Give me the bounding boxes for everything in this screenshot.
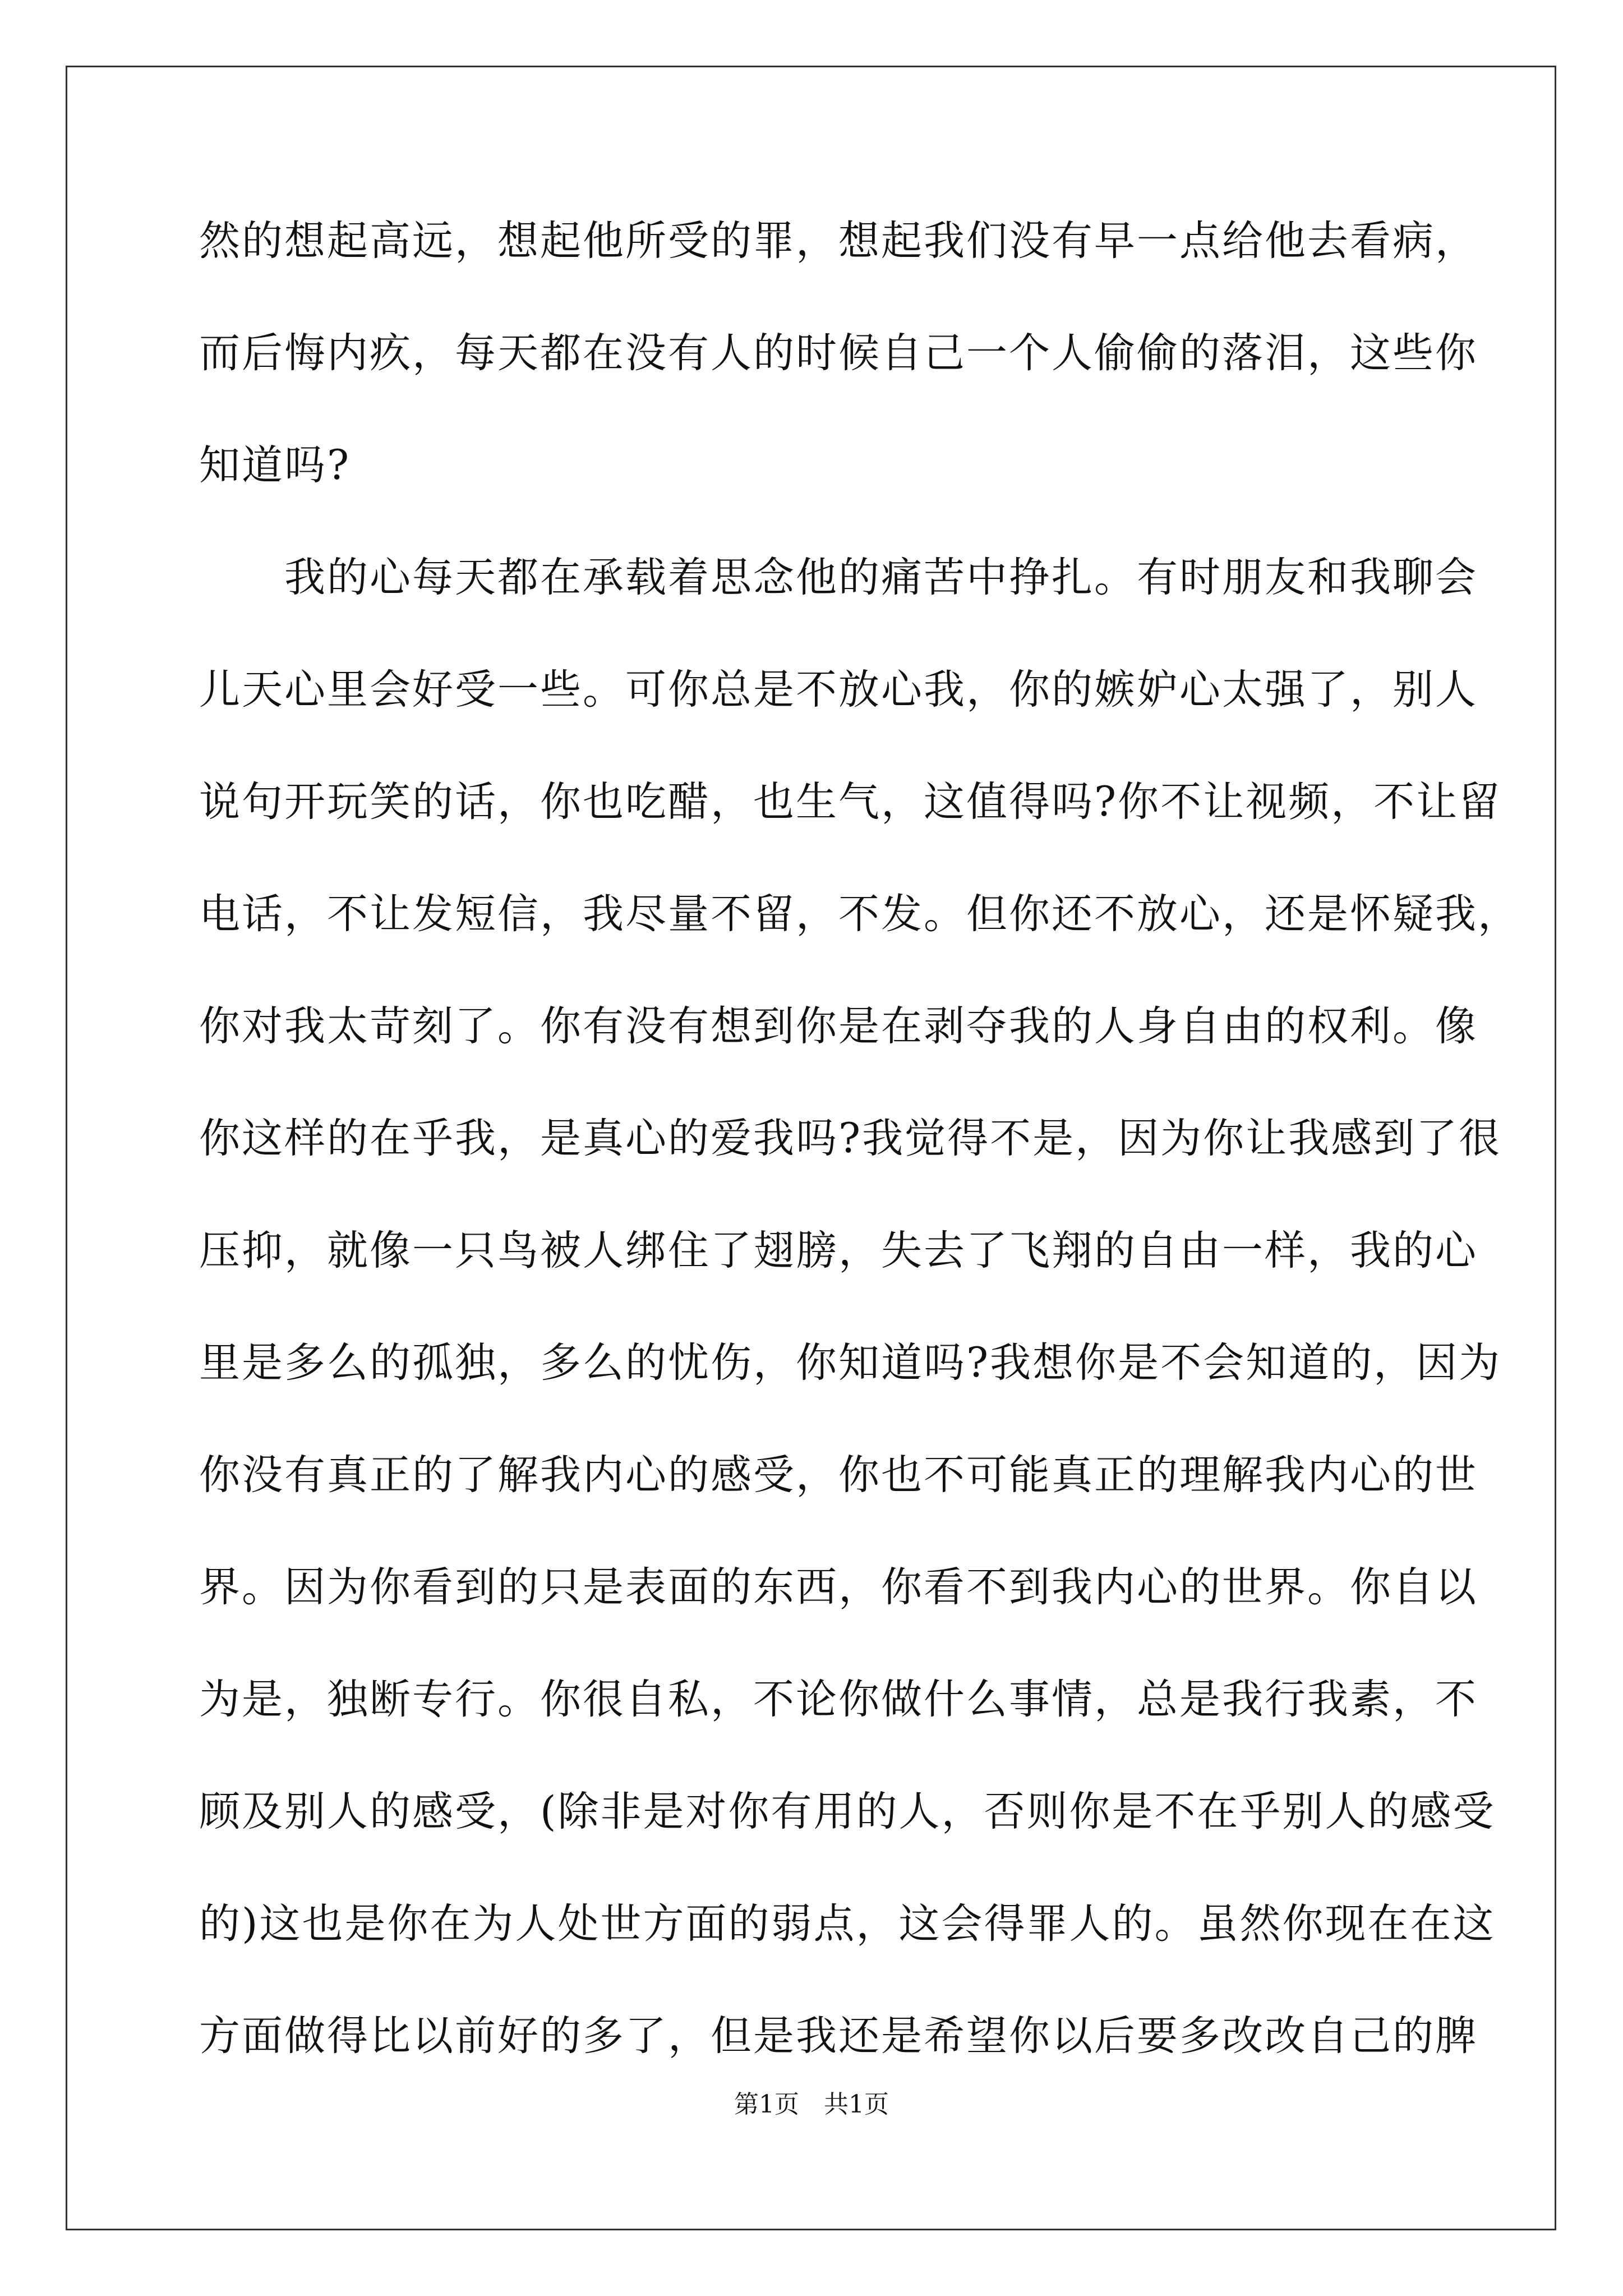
text-line: 然的想起高远，想起他所受的罪，想起我们没有早一点给他去看病， [199, 217, 1478, 265]
page-footer [0, 2088, 1623, 2122]
text-line: 你对我太苛刻了。你有没有想到你是在剥夺我的人身自由的权利。像 [199, 1002, 1478, 1050]
text-line: 里是多么的孤独，多么的忧伤，你知道吗?我想你是不会知道的，因为 [199, 1339, 1502, 1387]
page-number-label: 第1页 共1页 [734, 2090, 889, 2119]
text-line: 你没有真正的了解我内心的感受，你也不可能真正的理解我内心的世 [199, 1451, 1478, 1499]
text-line: 顾及别人的感受，(除非是对你有用的人，否则你是不在乎别人的感受 [199, 1788, 1496, 1835]
text-line: 而后悔内疚，每天都在没有人的时候自己一个人偷偷的落泪，这些你 [199, 329, 1478, 377]
text-line: 你这样的在乎我，是真心的爱我吗?我觉得不是，因为你让我感到了很 [199, 1115, 1502, 1162]
text-line: 的)这也是你在为人处世方面的弱点，这会得罪人的。虽然你现在在这 [199, 1900, 1496, 1948]
text-line: 方面做得比以前好的多了，但是我还是希望你以后要多改改自己的脾 [199, 2012, 1478, 2060]
text-line: 电话，不让发短信，我尽量不留，不发。但你还不放心，还是怀疑我， [199, 890, 1520, 938]
text-line: 压抑，就像一只鸟被人绑住了翅膀，失去了飞翔的自由一样，我的心 [199, 1227, 1478, 1274]
text-line: 为是，独断专行。你很自私，不论你做什么事情，总是我行我素，不 [199, 1676, 1478, 1723]
text-line: 说句开玩笑的话，你也吃醋，也生气，这值得吗?你不让视频，不让留 [199, 778, 1502, 826]
text-line: 界。因为你看到的只是表面的东西，你看不到我内心的世界。你自以 [199, 1563, 1478, 1611]
text-line: 儿天心里会好受一些。可你总是不放心我，你的嫉妒心太强了，别人 [199, 666, 1478, 714]
text-line: 知道吗? [199, 441, 351, 489]
text-line: 我的心每天都在承载着思念他的痛苦中挣扎。有时朋友和我聊会 [199, 554, 1478, 601]
